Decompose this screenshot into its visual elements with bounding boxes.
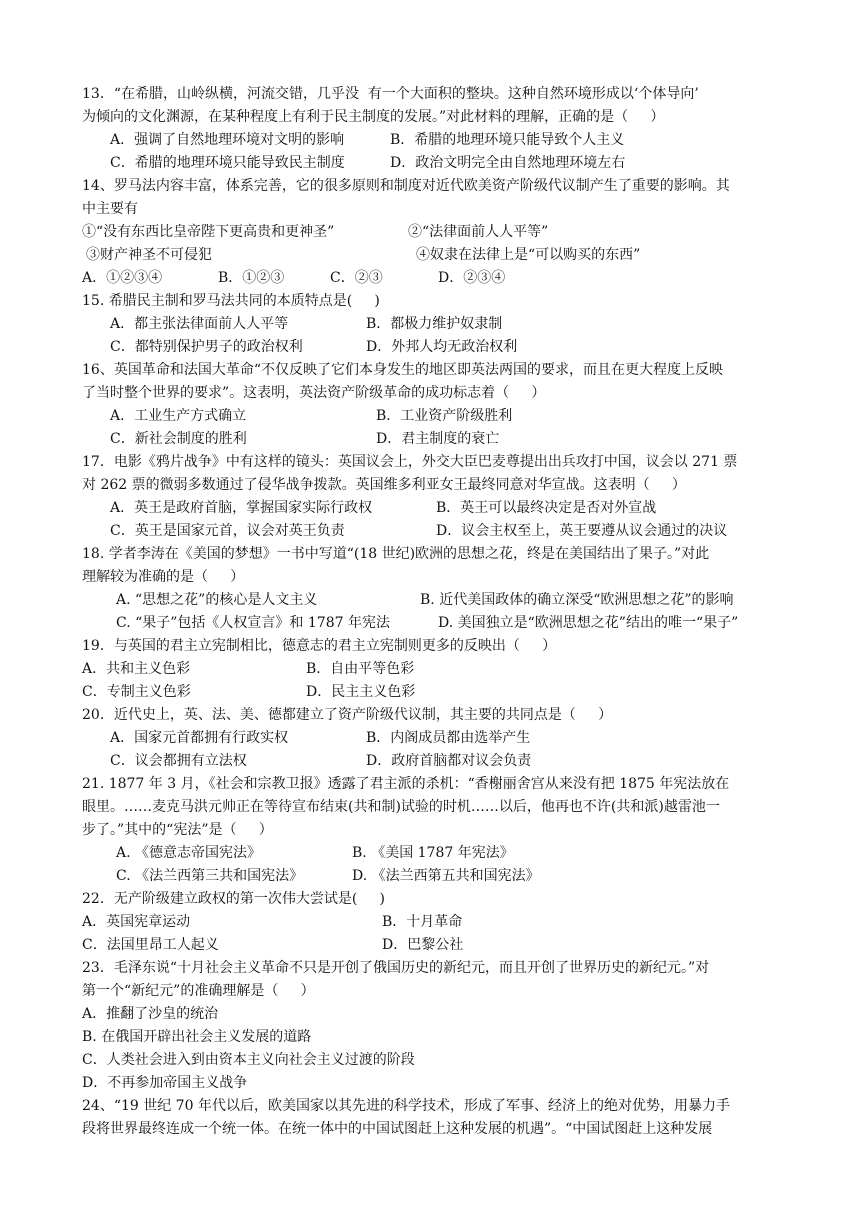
q13-stem-line1: 13．“在希腊，山岭纵横，河流交错，几乎没 有一个大面积的整块。这种自然环境形成以‘个体导向’	[82, 86, 699, 102]
q16-stem-line1: 16、英国革命和法国大革命“不仅反映了它们本身发生的地区即英法两国的要求，而且在更大程度上反映	[82, 362, 723, 378]
q17-option-a: A．英王是政府首脑，掌握国家实际行政权	[110, 500, 373, 516]
q15-option-d: D．外邦人均无政治权利	[366, 339, 518, 355]
q17-stem-line1: 17．电影《鸦片战争》中有这样的镜头：英国议会上，外交大臣巴麦尊提出出兵攻打中国，议会以 271 票	[82, 454, 738, 470]
q19-option-c: C．专制主义色彩	[82, 684, 191, 700]
q22-option-c: C．法国里昂工人起义	[82, 937, 219, 953]
q22-option-b: B．十月革命	[382, 914, 463, 930]
q18-option-b: B. 近代美国政体的确立深受“欧洲思想之花”的影响	[420, 592, 734, 608]
q18-option-c: C. “果子”包括《人权宣言》和 1787 年宪法	[116, 615, 390, 631]
q14-stem-line1: 14、罗马法内容丰富，体系完善，它的很多原则和制度对近代欧美资产阶级代议制产生了重要的影响。其	[82, 178, 730, 194]
q23-stem-line2: 第一个“新纪元”的准确理解是（ ）	[82, 983, 315, 999]
q23-option-b: B. 在俄国开辟出社会主义发展的道路	[82, 1029, 312, 1045]
q13-stem-line2: 为倾向的文化渊源，在某种程度上有利于民主制度的发展。”对此材料的理解，正确的是（ ）	[82, 109, 665, 125]
q21-stem-line2: 眼里。……麦克马洪元帅正在等待宣布结束(共和制)试验的时机……以后，他再也不许(共和派)越雷池一	[82, 799, 720, 815]
q16-stem-line2: 了当时整个世界的要求”。这表明，英法资产阶级革命的成功标志着（ ）	[82, 385, 546, 401]
q17-option-d: D．议会主权至上，英王要遵从议会通过的决议	[436, 523, 728, 539]
q23-option-a: A．推翻了沙皇的统治	[82, 1006, 219, 1022]
q20-option-a: A．国家元首都拥有行政实权	[110, 730, 289, 746]
q21-stem-line3: 步了。”其中的“宪法”是（ ）	[82, 822, 273, 838]
q18-stem-line1: 18. 学者李涛在《美国的梦想》一书中写道“(18 世纪)欧洲的思想之花，终是在美国结出了果子。”对此	[82, 546, 710, 562]
q22-stem-line1: 22．无产阶级建立政权的第一次伟大尝试是( )	[82, 891, 385, 907]
q16-option-d: D．君主制度的衰亡	[376, 431, 500, 447]
q14-statement-3: ③财产神圣不可侵犯	[86, 247, 212, 263]
q17-stem-line2: 对 262 票的微弱多数通过了侵华战争拨款。英国维多利亚女王最终同意对华宣战。这表明（ ）	[82, 477, 686, 493]
q14-statement-1: ①“没有东西比皇帝陛下更高贵和更神圣”	[82, 224, 335, 240]
q14-statement-4: ④奴隶在法律上是“可以购买的东西”	[416, 247, 641, 263]
q13-option-c: C．希腊的地理环境只能导致民主制度	[110, 155, 345, 171]
q21-option-a: A. 《德意志帝国宪法》	[116, 845, 262, 861]
q13-option-d: D．政治文明完全由自然地理环境左右	[390, 155, 626, 171]
q16-option-b: B．工业资产阶级胜利	[376, 408, 513, 424]
q24-stem-line2: 段将世界最终连成一个统一体。在统一体中的中国试图赶上这种发展的机遇”。“中国试图赶上这种发展	[82, 1121, 713, 1137]
q17-option-b: B．英王可以最终决定是否对外宣战	[436, 500, 657, 516]
q14-option-d: D．②③④	[438, 270, 506, 286]
q20-option-b: B．内阁成员都由选举产生	[366, 730, 531, 746]
q20-option-d: D．政府首脑都对议会负责	[366, 753, 532, 769]
q23-option-c: C．人类社会进入到由资本主义向社会主义过渡的阶段	[82, 1052, 415, 1068]
q22-option-d: D．巴黎公社	[382, 937, 464, 953]
q15-option-a: A．都主张法律面前人人平等	[110, 316, 289, 332]
q18-stem-line2: 理解较为准确的是（ ）	[82, 569, 245, 585]
q23-stem-line1: 23．毛泽东说“十月社会主义革命不只是开创了俄国历史的新纪元，而且开创了世界历史的新纪元。”对	[82, 960, 710, 976]
q19-option-a: A．共和主义色彩	[82, 661, 191, 677]
q15-option-c: C．都特别保护男子的政治权利	[110, 339, 303, 355]
q15-option-b: B．都极力维护奴隶制	[366, 316, 503, 332]
q20-stem-line1: 20．近代史上，英、法、美、德都建立了资产阶级代议制，其主要的共同点是（ ）	[82, 707, 613, 723]
q18-option-d: D. 美国独立是“欧洲思想之花”结出的唯一“果子”	[438, 615, 739, 631]
q14-option-b: B．①②③	[218, 270, 285, 286]
q14-option-a: A．①②③④	[82, 270, 163, 286]
q23-option-d: D．不再参加帝国主义战争	[82, 1075, 248, 1091]
q21-stem-line1: 21. 1877 年 3 月，《社会和宗教卫报》透露了君主派的杀机：“香榭丽舍宫从来没有把 1875 年宪法放在	[82, 776, 730, 792]
q17-option-c: C．英王是国家元首，议会对英王负责	[110, 523, 345, 539]
q13-option-b: B．希腊的地理环境只能导致个人主义	[390, 132, 625, 148]
q15-stem-line1: 15. 希腊民主制和罗马法共同的本质特点是( )	[82, 293, 380, 309]
q13-option-a: A．强调了自然地理环境对文明的影响	[110, 132, 345, 148]
q14-stem-line2: 中主要有	[82, 201, 138, 217]
q20-option-c: C．议会都拥有立法权	[110, 753, 247, 769]
q19-stem-line1: 19．与英国的君主立宪制相比，德意志的君主立宪制则更多的反映出（ ）	[82, 638, 557, 654]
q21-option-d: D. 《法兰西第五共和国宪法》	[352, 868, 540, 884]
q19-option-b: B．自由平等色彩	[306, 661, 415, 677]
q21-option-c: C. 《法兰西第三共和国宪法》	[116, 868, 304, 884]
q21-option-b: B. 《美国 1787 年宪法》	[352, 845, 514, 861]
q16-option-a: A．工业生产方式确立	[110, 408, 247, 424]
q19-option-d: D．民主主义色彩	[306, 684, 416, 700]
q18-option-a: A. “思想之花”的核心是人文主义	[116, 592, 318, 608]
q14-option-c: C．②③	[330, 270, 383, 286]
q22-option-a: A．英国宪章运动	[82, 914, 191, 930]
q14-statement-2: ②“法律面前人人平等”	[408, 224, 549, 240]
q16-option-c: C．新社会制度的胜利	[110, 431, 247, 447]
q24-stem-line1: 24、“19 世纪 70 年代以后，欧美国家以其先进的科学技术，形成了军事、经济上的绝对优势，用暴力手	[82, 1098, 730, 1114]
